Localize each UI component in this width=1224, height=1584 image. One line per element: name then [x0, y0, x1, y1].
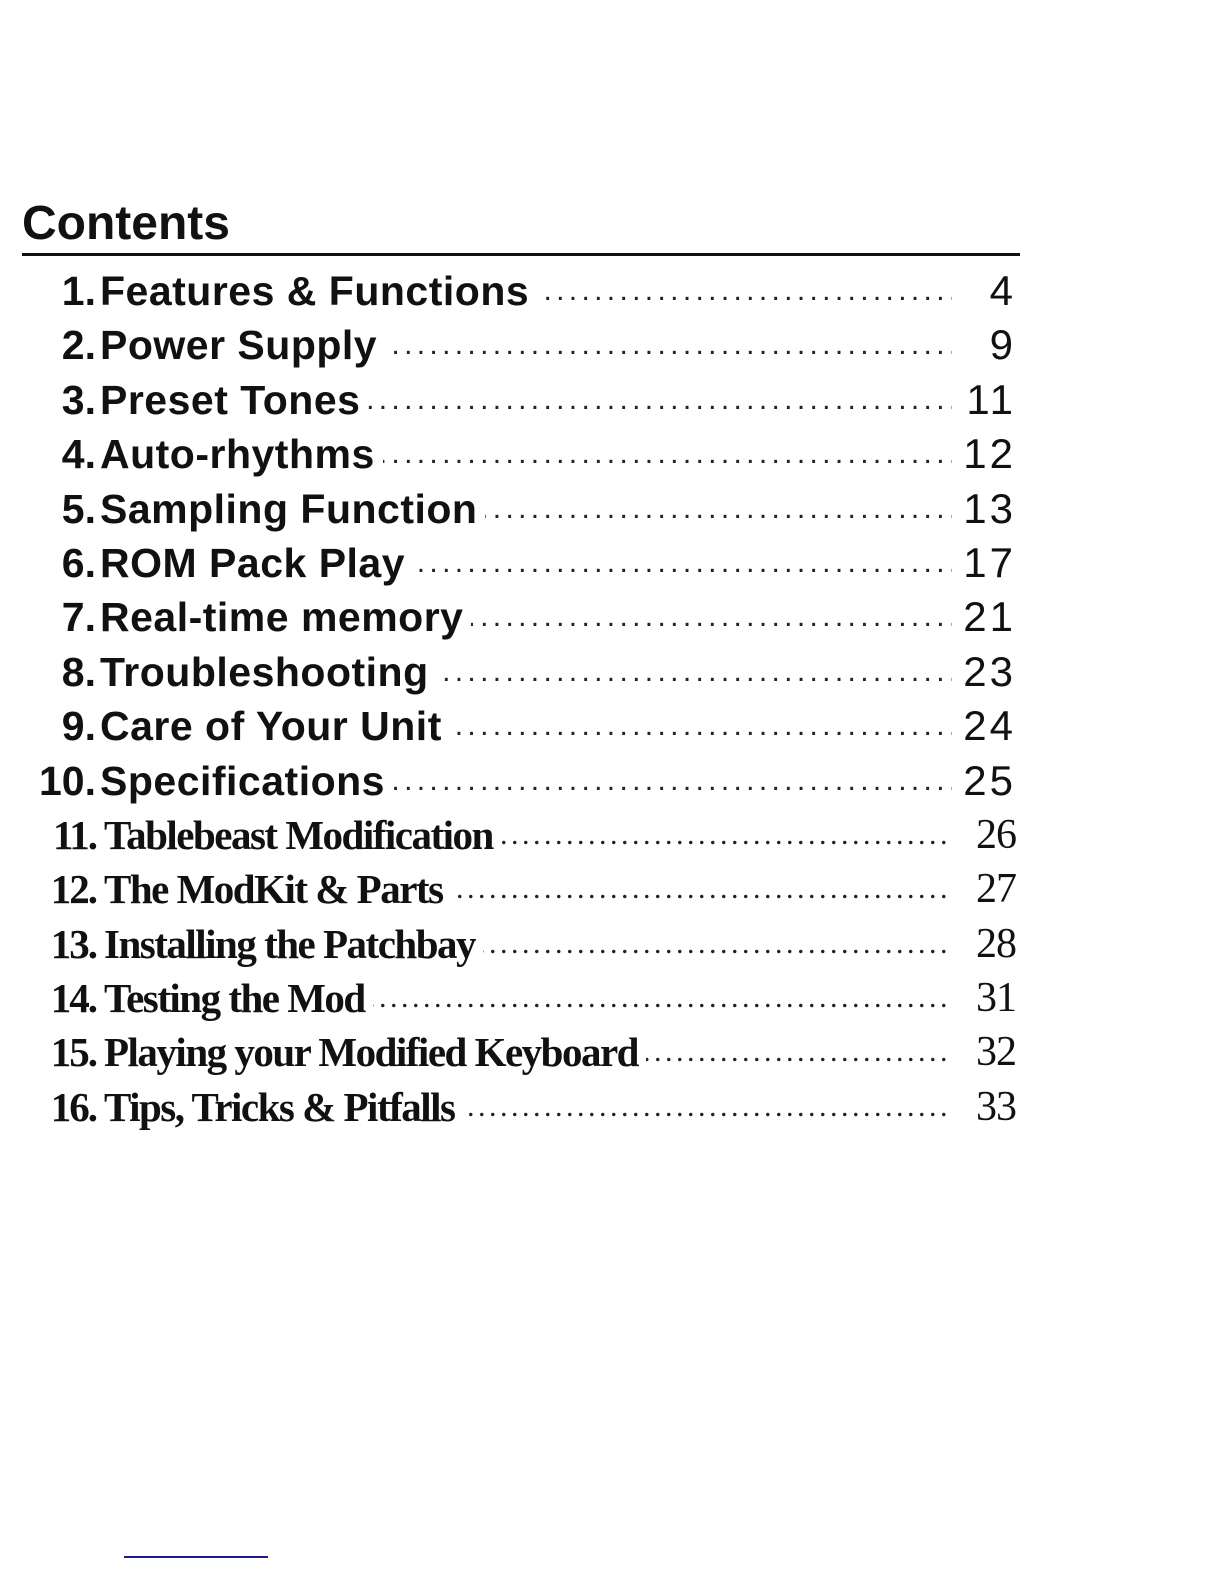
- toc-entry-number: 1.: [61, 268, 96, 314]
- toc-entry-leader: [100, 754, 952, 808]
- toc-entry[interactable]: [0, 862, 1224, 916]
- toc-entry-number: 9.: [61, 703, 96, 750]
- toc-entry-leader: [100, 264, 952, 318]
- toc-entry[interactable]: [0, 971, 1224, 1025]
- toc-entry[interactable]: [0, 1025, 1224, 1079]
- toc-entry-number: 13.: [50, 920, 96, 967]
- table-of-contents: [0, 264, 1224, 1134]
- toc-entry-title: Features & Functions: [100, 268, 537, 314]
- toc-entry[interactable]: [0, 754, 1224, 808]
- toc-entry-title: Installing the Patchbay: [104, 921, 483, 967]
- toc-entry-leader: [100, 482, 952, 536]
- toc-entry-title: Care of Your Unit: [100, 703, 450, 749]
- toc-entry-leader: [104, 971, 952, 1025]
- toc-entry[interactable]: [0, 917, 1224, 971]
- toc-entry-title: Real-time memory: [100, 594, 471, 640]
- toc-entry-page: 23: [963, 647, 1016, 695]
- toc-entry[interactable]: [0, 645, 1224, 699]
- toc-entry[interactable]: [0, 808, 1224, 862]
- toc-entry-page: 9: [989, 321, 1016, 369]
- toc-entry-number: 6.: [61, 539, 96, 586]
- toc-entry-number: 10.: [39, 757, 96, 804]
- toc-entry-leader: [104, 1025, 952, 1079]
- toc-entry-number: 8.: [61, 648, 96, 695]
- toc-entry-leader: [100, 427, 952, 481]
- footer-divider: [124, 1556, 268, 1558]
- toc-entry-title: Preset Tones: [100, 377, 368, 423]
- toc-entry-page: 11: [966, 375, 1016, 423]
- toc-entry[interactable]: [0, 264, 1224, 318]
- toc-entry-title: Auto-rhythms: [100, 431, 383, 477]
- toc-entry-title: Power Supply: [100, 322, 385, 368]
- toc-entry-page: 12: [963, 430, 1016, 478]
- toc-entry-page: 21: [963, 593, 1016, 641]
- toc-entry-page: 32: [976, 1029, 1016, 1076]
- toc-entry-title: Sampling Function: [100, 486, 485, 532]
- toc-entry-number: 5.: [61, 485, 96, 532]
- toc-entry-number: 15.: [50, 1029, 96, 1076]
- toc-entry-number: 2.: [61, 322, 96, 369]
- toc-entry-page: 33: [976, 1083, 1016, 1130]
- toc-entry-leader: [104, 862, 952, 916]
- toc-entry-leader: [100, 645, 952, 699]
- toc-entry-leader: [100, 318, 952, 372]
- toc-entry[interactable]: [0, 373, 1224, 427]
- toc-entry-number: 16.: [50, 1083, 96, 1130]
- toc-entry[interactable]: [0, 1080, 1224, 1134]
- toc-entry-page: 17: [963, 538, 1016, 586]
- toc-entry-leader: [100, 699, 952, 753]
- toc-entry-page: 25: [963, 756, 1016, 804]
- toc-entry-number: 12.: [50, 866, 96, 913]
- toc-entry-page: 4: [989, 267, 1016, 314]
- toc-entry-leader: [100, 536, 952, 590]
- toc-entry-title: ROM Pack Play: [100, 540, 413, 586]
- toc-entry-title: Tips, Tricks & Pitfalls: [104, 1084, 463, 1130]
- toc-entry[interactable]: [0, 482, 1224, 536]
- toc-entry-leader: [104, 1080, 952, 1134]
- toc-entry-page: 27: [976, 866, 1016, 913]
- toc-entry-title: Playing your Modified Keyboard: [104, 1029, 646, 1075]
- toc-entry-page: 28: [976, 920, 1016, 967]
- toc-entry-number: 4.: [61, 431, 96, 478]
- toc-entry-leader: [100, 590, 952, 644]
- toc-entry[interactable]: [0, 699, 1224, 753]
- toc-entry-leader: [104, 917, 952, 971]
- page-title: Contents: [22, 197, 230, 250]
- toc-entry[interactable]: [0, 536, 1224, 590]
- toc-entry-number: 3.: [61, 376, 96, 423]
- title-divider: [22, 253, 1020, 256]
- toc-entry-title: Troubleshooting: [100, 649, 437, 695]
- toc-entry-number: 14.: [50, 975, 96, 1022]
- toc-entry-page: 26: [976, 811, 1016, 858]
- toc-entry-number: 11.: [53, 811, 96, 858]
- toc-group-modification: [0, 808, 1224, 1134]
- toc-entry-page: 13: [963, 484, 1016, 532]
- toc-entry-number: 7.: [61, 594, 96, 641]
- toc-entry-page: 31: [976, 975, 1016, 1022]
- toc-entry-title: Specifications: [100, 758, 393, 804]
- toc-entry[interactable]: [0, 318, 1224, 372]
- toc-entry-leader: [104, 808, 952, 862]
- toc-entry-title: Testing the Mod: [104, 975, 373, 1021]
- toc-entry-title: Tablebeast Modification: [104, 812, 501, 858]
- toc-entry-page: 24: [963, 702, 1016, 750]
- toc-entry[interactable]: [0, 427, 1224, 481]
- toc-group-original-manual: [0, 264, 1224, 808]
- toc-entry-title: The ModKit & Parts: [104, 866, 451, 912]
- toc-entry-leader: [100, 373, 952, 427]
- toc-entry[interactable]: [0, 590, 1224, 644]
